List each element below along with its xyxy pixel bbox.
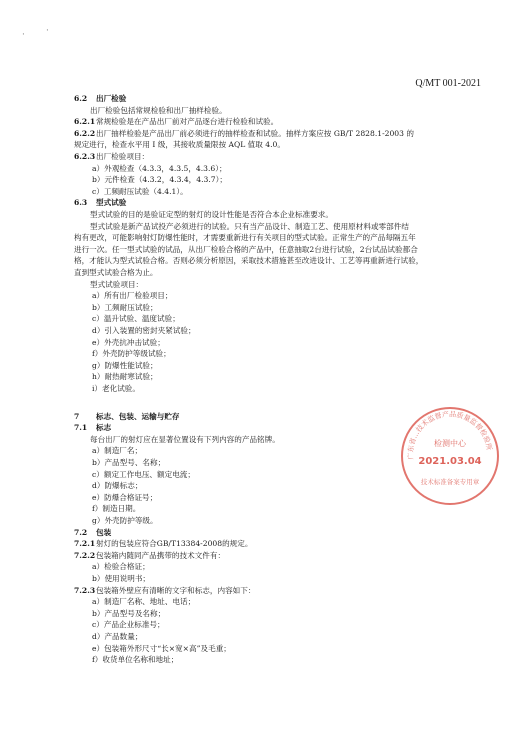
list-item [92,337,165,348]
line-text: f）收货单位名称和地址； [92,655,179,665]
line-text: 规定进行，检查水平用 I 级，其接收质量限按 AQL 值取 4.0。 [74,140,285,150]
svg-text:广东省…技术监督产品质量监督检验所 [406,409,494,460]
paragraph-line [74,244,418,255]
paragraph-line [74,255,423,266]
line-text: 常规检验是在产品出厂前对产品逐台进行检验和试验。 [96,117,279,127]
section-number: 7.2.2 [74,550,96,560]
list-item [92,469,195,480]
list-item [92,383,140,394]
section-number: 6.2.2 [74,128,96,138]
line-text: h）耐热耐寒试验； [92,372,158,382]
line-text: e）包装箱外形尺寸“长×宽×高”及毛重； [92,643,231,653]
seal-date: 2021.03.04 [418,456,482,467]
list-item [92,163,227,174]
official-seal [398,404,502,508]
list-item [92,302,158,313]
list-item [92,290,172,301]
section-line [74,411,180,422]
line-text: 包装 [96,527,112,537]
line-text: 直到型式试验合格为止。 [74,268,158,277]
section-number: 7.2 [74,527,88,537]
line-text: 标志、包装、运输与贮存 [96,411,180,421]
section-number: 7.2.3 [74,585,96,595]
paragraph-line [90,434,280,445]
line-text: a）所有出厂检验项目； [92,291,173,301]
line-text: 包装箱外壁应有清晰的文字和标志，内容如下： [96,585,256,595]
line-text: e）外壳抗冲击试验； [92,337,165,347]
section-number: 7.1 [74,423,88,433]
line-text: 型式试验的目的是验证定型的射灯的设计性能是否符合本企业标准要求。 [90,210,333,219]
list-item [92,619,165,630]
line-text: d）产品数量； [92,632,143,641]
line-text: 出厂检验项目： [96,152,150,161]
section-number: 6.3 [74,198,88,208]
section-number: 6.2 [74,94,88,103]
section-number: 6.2.1 [74,117,96,127]
paragraph-line [90,105,227,116]
seal-bottom-text: 技术标准备案专用章 [420,478,480,486]
section-number: 7 [74,411,80,421]
section-line [74,151,149,162]
line-text: 出厂检验包括常规检验和出厂抽样检验。 [90,105,227,115]
paragraph-line [74,139,285,150]
section-line [74,538,252,549]
list-item [92,596,195,607]
line-text: b）元件检查（4.3.2，4.3.4，4.3.7）； [92,175,227,185]
seal-ring-text: 广东省…技术监督产品质量监督检验所 [406,410,493,460]
line-text: b）产品型号、名称； [92,458,166,467]
line-text: 型式试验 [96,198,127,208]
line-text: f）外壳防护等级试验； [92,349,171,359]
list-item [92,480,142,491]
paragraph-line [74,232,416,243]
line-text: 射灯的包装应符合GB/T13384-2008的规定。 [96,539,253,549]
line-text: b）使用说明书； [92,574,151,583]
line-text: 型式试验是新产品试投产必须进行的试验。只有当产品设计、制造工艺、使用原材料或零部件结 [90,221,409,231]
list-item [92,445,142,456]
line-text: g）防爆性能试验； [92,360,158,370]
line-text: b）工频耐压试验； [92,302,158,312]
section-line [74,197,126,208]
section-line [74,585,255,596]
list-item [92,325,196,336]
line-text: 包装箱内随同产品携带的技术文件有： [96,550,226,560]
line-text: 型式试验项目： [90,279,144,289]
paragraph-line [74,267,158,278]
list-item [92,608,165,619]
list-item [92,313,180,324]
line-text: 出厂抽样检验是产品出厂前必须进行的抽样检查和试验。抽样方案应按 GB/T 2828.1-2003 的 [96,128,414,138]
line-text: c）额定工作电压、额定电流； [92,469,195,479]
line-text: a）制造厂名； [92,446,143,456]
list-item [92,457,165,468]
list-item [92,631,142,642]
line-text: a）制造厂名称、地址、电话； [92,597,196,607]
list-item [92,643,231,654]
list-item [92,561,150,572]
line-text: 进行一次。任一型式试验的试品，从出厂检验合格的产品中，任意抽取2台进行试验，2台试品试验都合 [74,244,418,254]
line-text: 构有更改，可能影响射灯防爆性能时，才需要重新进行有关项目的型式试验。正常生产的产品每隔五年 [74,233,416,243]
scan-mark: · [46,26,49,36]
line-text: e）防爆合格证号； [92,492,158,502]
paragraph-line [90,209,333,220]
line-text: a）检验合格证； [92,562,150,572]
list-item [92,360,158,371]
line-text: c）工频耐压试验（4.4.1）。 [92,186,188,196]
line-text: d）引入装置的密封夹紧试验； [92,326,196,335]
line-text: a）外观检查（4.3.3，4.3.5，4.3.6）； [92,163,227,173]
section-line [74,116,278,127]
line-text: d）防爆标志； [92,481,143,491]
section-line [74,422,111,433]
list-item [92,503,140,514]
seal-center-text: 检测中心 [434,439,466,448]
list-item [92,573,150,584]
section-line [74,527,111,538]
line-text: 格，才能认为型式试验合格。否则必须分析原因，采取技术措施甚至改进设计、工艺等再重新进行试验， [74,256,424,266]
section-number: 6.2.3 [74,152,96,161]
line-text: 每台出厂的射灯应在显著位置设有下列内容的产品铭牌。 [90,434,280,444]
section-number: 7.2.1 [74,539,96,549]
line-text: f）制造日期。 [92,504,141,514]
section-line [74,93,126,104]
list-item [92,515,158,526]
list-item [92,371,158,382]
line-text: b）产品型号及名称； [92,608,166,618]
scan-mark: · [22,30,25,40]
list-item [92,492,157,503]
line-text: c）产品企业标准号； [92,620,165,630]
line-text: g）外壳防护等级。 [92,516,158,525]
list-item [92,186,188,197]
list-item [92,654,178,665]
line-text: i）老化试验。 [92,384,140,393]
list-item [92,174,227,185]
line-text: 标志 [96,423,112,433]
line-text: c）温升试验、温度试验； [92,314,180,324]
line-text: 出厂检验 [96,94,127,103]
paragraph-line [90,279,143,290]
paragraph-line [90,221,409,232]
section-line [74,128,414,139]
document-code: Q/MT 001-2021 [415,78,481,89]
section-line [74,550,225,561]
list-item [92,348,171,359]
